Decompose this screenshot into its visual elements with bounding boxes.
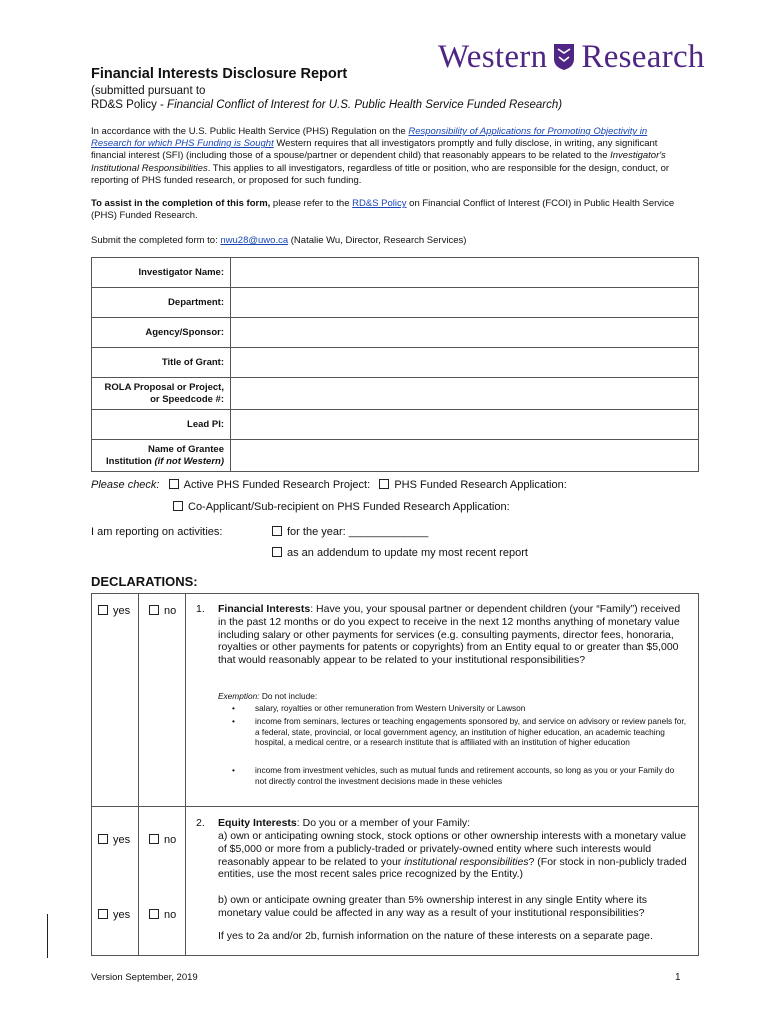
field-label	[92, 378, 231, 410]
q2a-no-option	[149, 834, 176, 846]
subtitle	[91, 84, 562, 112]
q1-no-option	[149, 605, 176, 617]
check-row-2	[173, 501, 510, 513]
crest-icon	[553, 43, 575, 71]
logo-research: Research	[581, 38, 705, 75]
exemption-line	[218, 691, 317, 702]
grant-title-input[interactable]	[231, 348, 699, 378]
reporting-label: I am reporting on activities:	[91, 526, 223, 538]
q2-title: Equity Interests	[218, 817, 297, 829]
field-label: Department:	[92, 288, 231, 318]
margin-change-bar	[47, 914, 48, 958]
q2a-italic: institutional responsibilities	[404, 855, 529, 868]
subtitle-line1: (submitted pursuant to	[91, 85, 206, 97]
q1-text	[218, 603, 688, 667]
q2b-yes-checkbox[interactable]	[98, 909, 108, 919]
submit-paragraph	[91, 235, 689, 247]
assist-text-1: please refer to the	[270, 198, 353, 209]
for-year-label: for the year: _____________	[287, 526, 429, 538]
reporting-addendum-option	[272, 547, 528, 559]
field-label-line1: ROLA Proposal or Project,	[104, 382, 224, 393]
addendum-checkbox[interactable]	[272, 547, 282, 557]
exemption-bullet-1: salary, royalties or other remuneration from Western University or Lawson	[255, 703, 526, 713]
assist-paragraph	[91, 198, 689, 222]
q1-yes-checkbox[interactable]	[98, 605, 108, 615]
exemption-bullet-2: income from seminars, lectures or teaching engagements sponsored by, and service on advisory or review panels for, a federal, state, provincial, or local government agency, an institution of higher education, an academic teaching hospital, a medical centre, or a research institute that is affiliated with an institution of higher education	[255, 716, 687, 748]
active-project-checkbox[interactable]	[169, 479, 179, 489]
subtitle-prefix: RD&S Policy -	[91, 99, 168, 111]
submit-text-1: Submit the completed form to:	[91, 235, 221, 246]
co-applicant-label: Co-Applicant/Sub-recipient on PHS Funded Research Application:	[188, 501, 510, 513]
exemption-label: Exemption:	[218, 691, 260, 701]
page-number: 1	[675, 972, 681, 983]
q2a-body-1: a) own or anticipating owning stock, stock options or other ownership interests with a monetary value of $5,000 or more from a publicly-traded or privately-owned entity where such interests would reasonably appear to be related to your	[218, 830, 687, 868]
declarations-heading: DECLARATIONS:	[91, 574, 198, 589]
page-title: Financial Interests Disclosure Report	[91, 66, 348, 82]
grantee-institution-input[interactable]	[231, 440, 699, 472]
assist-bold: To assist in the completion of this form,	[91, 198, 271, 209]
table-divider	[91, 806, 699, 807]
no-label: no	[164, 834, 177, 846]
field-label: Investigator Name:	[92, 258, 231, 288]
field-label-line2	[98, 456, 224, 468]
intro-text-3: Investigator's Institutional Responsibilities	[91, 150, 666, 174]
q2b-no-option	[149, 909, 176, 921]
bullet-dot: •	[232, 716, 235, 726]
field-label: Agency/Sponsor:	[92, 318, 231, 348]
assist-text-2: on Financial Conflict of Interest (FCOI) in Public Health Service (PHS) Funded Research.	[91, 198, 675, 222]
intro-text-2: Western requires that all investigators promptly and fully disclose, in writing, any significant financial interest (SFI) (including those of a spouse/partner or dependent child) that reasonably appears to be related to the	[91, 138, 658, 162]
intro-text-1: In accordance with the U.S. Public Health Service (PHS) Regulation on the	[91, 126, 409, 137]
q2b-text: b) own or anticipate owning greater than 5% ownership interest in any single Entity where its monetary value could be affected in any way as a result of your institutional responsibilities?	[218, 894, 647, 919]
q2-number: 2.	[196, 817, 205, 829]
rds-policy-link[interactable]: RD&S Policy	[352, 198, 407, 209]
field-label-line2: or Speedcode #:	[150, 393, 224, 405]
rola-speedcode-input[interactable]	[231, 378, 699, 410]
field-label-text: Institution	[105, 455, 155, 467]
addendum-label: as an addendum to update my most recent report	[287, 547, 528, 559]
field-label-line1: Name of Grantee	[147, 444, 224, 455]
table-divider	[185, 593, 186, 956]
yes-label: yes	[113, 605, 131, 617]
field-label: Lead PI:	[92, 410, 231, 440]
subtitle-line2	[91, 98, 562, 112]
q2b-yes-option	[98, 909, 130, 921]
q2a-yes-option	[98, 834, 130, 846]
field-label: Title of Grant:	[92, 348, 231, 378]
q1-number: 1.	[196, 603, 205, 615]
no-label: no	[164, 605, 177, 617]
subtitle-policy: Financial Conflict of Interest for U.S. Public Health Service Funded Research)	[167, 99, 563, 111]
agency-sponsor-input[interactable]	[231, 318, 699, 348]
table-divider	[138, 593, 139, 956]
field-label	[92, 440, 231, 472]
please-check-label: Please check:	[91, 479, 160, 491]
investigator-info-table	[91, 257, 699, 472]
no-label: no	[164, 909, 177, 921]
q1-body: : Have you, your spousal partner or dependent children (your “Family”) received in the past 12 months or do you expect to receive in the next 12 months anything of monetary value including salary or other payments for services (e.g. consulting payments, director fees, honoraria, royalties or other payments for patents or copyrights) from an Entity equal to or greater than $5,000 that would reasonably appear to be related to your institutional responsibilities?	[218, 603, 681, 667]
western-research-logo	[438, 40, 705, 74]
intro-paragraph	[91, 126, 689, 187]
for-year-checkbox[interactable]	[272, 526, 282, 536]
bullet-dot: •	[232, 703, 235, 713]
q2a-no-checkbox[interactable]	[149, 834, 159, 844]
active-project-label: Active PHS Funded Research Project:	[183, 479, 371, 491]
reporting-year-option	[272, 526, 428, 538]
q2a-text	[218, 830, 688, 881]
q2-intro	[218, 817, 688, 830]
department-input[interactable]	[231, 288, 699, 318]
intro-text-4: . This applies to all investigators, regardless of title or position, who are responsible for the design, conduct, or reporting of PHS funded research, or proposed for such funding.	[91, 162, 670, 186]
phs-application-label: PHS Funded Research Application:	[394, 479, 567, 491]
yes-label: yes	[113, 909, 131, 921]
email-link[interactable]: nwu28@uwo.ca	[220, 235, 289, 246]
phs-regulation-link[interactable]: Responsibility of Applications for Promoting Objectivity in Research for which PHS Funding is Sought	[91, 126, 648, 150]
q2b-no-checkbox[interactable]	[149, 909, 159, 919]
field-label-italic: (if not Western)	[154, 455, 224, 467]
q2a-yes-checkbox[interactable]	[98, 834, 108, 844]
check-row-1	[91, 479, 567, 491]
exemption-bullet-3: income from investment vehicles, such as mutual funds and retirement accounts, so long as you or your Family do not directly control the investment decisions made in these vehicles	[255, 765, 675, 786]
q2-body: : Do you or a member of your Family:	[296, 817, 471, 829]
co-applicant-checkbox[interactable]	[173, 501, 183, 511]
phs-application-checkbox[interactable]	[379, 479, 389, 489]
q1-title: Financial Interests	[218, 603, 311, 615]
q2a-body-2: ? (For stock in non-publicly traded entities, use the most recent sales price recognized by the Entity.)	[218, 855, 687, 881]
q1-no-checkbox[interactable]	[149, 605, 159, 615]
exemption-text: Do not include:	[259, 691, 318, 701]
q2-note: If yes to 2a and/or 2b, furnish information on the nature of these interests on a separate page.	[218, 930, 653, 942]
submit-text-2: (Natalie Wu, Director, Research Services)	[288, 235, 467, 246]
version-footer: Version September, 2019	[91, 972, 198, 983]
bullet-dot: •	[232, 765, 235, 775]
yes-label: yes	[113, 834, 131, 846]
logo-western: Western	[438, 38, 548, 75]
investigator-name-input[interactable]	[231, 258, 699, 288]
q1-yes-option	[98, 605, 130, 617]
lead-pi-input[interactable]	[231, 410, 699, 440]
